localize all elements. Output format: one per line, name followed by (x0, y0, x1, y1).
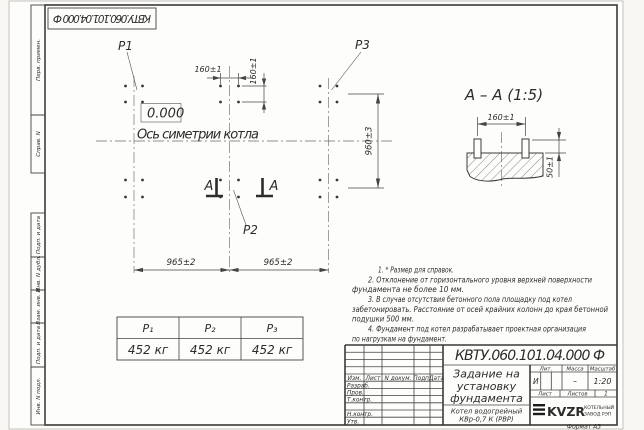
logo-bar-icon (533, 413, 545, 415)
dim-span-right-value: 965±2 (263, 258, 293, 268)
load-col-header: P₂ (204, 322, 216, 335)
tb-doc-title: фундамента (450, 392, 523, 405)
load-value: 452 кг (251, 343, 293, 357)
tb-header-izm: Изм. (347, 376, 362, 382)
sidebar-label: Инв. N подл. (36, 377, 42, 415)
axis-label: Ось симетрии котла (137, 127, 259, 143)
label-p2: P2 (243, 223, 258, 237)
level-mark-value: 0.000 (147, 106, 185, 122)
company-line1: КОТЕЛЬНЫЙ (584, 406, 615, 411)
anchor-bolt-left (474, 139, 481, 158)
section-dim-width-value: 160±1 (487, 113, 515, 122)
tb-doc-title: Задание на (453, 367, 520, 381)
load-col-header: P₃ (266, 322, 278, 335)
sidebar-label: Взам. инв. N (36, 288, 42, 325)
label-p3: P3 (355, 38, 370, 52)
tb-role: Разраб. (347, 383, 370, 390)
section-letter-right: А (269, 179, 279, 194)
tb-designation: КВТУ.060.101.04.000 Ф (455, 348, 605, 364)
tb-scale-label: Масштаб (589, 366, 616, 373)
dim-row-span-value: 960±3 (364, 126, 375, 156)
tb-lit-label: Лит. (539, 366, 553, 373)
note-line: подушки 500 мм. (352, 314, 414, 324)
tb-header-list: Лист (365, 376, 381, 382)
tb-role: Утв. (347, 419, 360, 426)
tb-role: Пров. (347, 390, 364, 397)
load-value: 452 кг (189, 343, 231, 357)
tb-role: Н.контр. (347, 412, 373, 419)
load-value: 452 кг (127, 343, 169, 357)
section-dim-height-value: 50±1 (545, 156, 555, 178)
dim-bolt-x-value: 160±1 (194, 65, 222, 74)
tb-header-data: Дата (428, 376, 445, 382)
tb-mass-label: Масса (566, 366, 584, 373)
anchor-bolt-right (522, 139, 529, 158)
tb-role: Т.контр. (347, 397, 373, 404)
tb-lit-value: И (532, 377, 539, 386)
dim-bolt-y-value: 160±1 (249, 57, 258, 85)
format-note: Формат А3 (566, 423, 602, 430)
notes-block (352, 266, 608, 344)
tb-product: КВр-0,7 К (РВР) (459, 415, 514, 424)
load-col-header: P₁ (142, 322, 154, 335)
logo-bar-icon (533, 404, 545, 406)
note-line: по нагрузкам на фундамент. (352, 334, 447, 344)
tb-product: Котел водогрейный (450, 407, 523, 416)
company-logo-text: KVZR (547, 404, 586, 419)
section-title: А – А (1:5) (464, 86, 544, 104)
tb-scale-value: 1:20 (593, 377, 612, 386)
dim-span-left-value: 965±2 (166, 258, 196, 268)
sidebar-label: Справ. N (36, 131, 42, 157)
tb-mass-value: – (573, 376, 577, 386)
stamp-designation: КВТУ.060.101.04.000 Ф (53, 12, 151, 24)
sidebar-label: Инв. N дубл. (36, 255, 42, 292)
note-line: 3. В случае отсутствия бетонного пола площадку под котел (368, 295, 573, 304)
note-line: 1. * Размер для справок. (378, 265, 454, 275)
sidebar-label: Перв. примен. (36, 39, 42, 81)
level-mark (141, 104, 184, 123)
note-line: 2. Отклонение от горизонтального уровня верхней поверхности (368, 275, 593, 285)
company-line2: ЗАВОД РЭП (584, 412, 612, 418)
tb-doc-title: установку (456, 380, 517, 393)
tb-sheet-label: Лист (538, 391, 552, 398)
label-p1: P1 (118, 39, 133, 53)
section-letter-left: А (204, 179, 214, 194)
tb-header-podp: Подп. (413, 376, 431, 382)
tb-header-doc: N докум. (384, 376, 412, 382)
note-line: забетонировать. Расстояние от осей крайних колонн до края бетонной (352, 305, 609, 314)
load-table (117, 317, 303, 360)
tb-sheets-label: Листов (567, 391, 588, 398)
tb-sheets-value: 1 (604, 391, 608, 398)
sidebar-label: Подп. и дата (36, 325, 42, 365)
note-line: фундамента не более 10 мм. (352, 285, 464, 294)
note-line: 4. Фундамент под котел разрабатывает проектная организация (368, 324, 587, 334)
sidebar-label: Подп. и дата (36, 215, 42, 255)
logo-bar-icon (533, 408, 545, 410)
